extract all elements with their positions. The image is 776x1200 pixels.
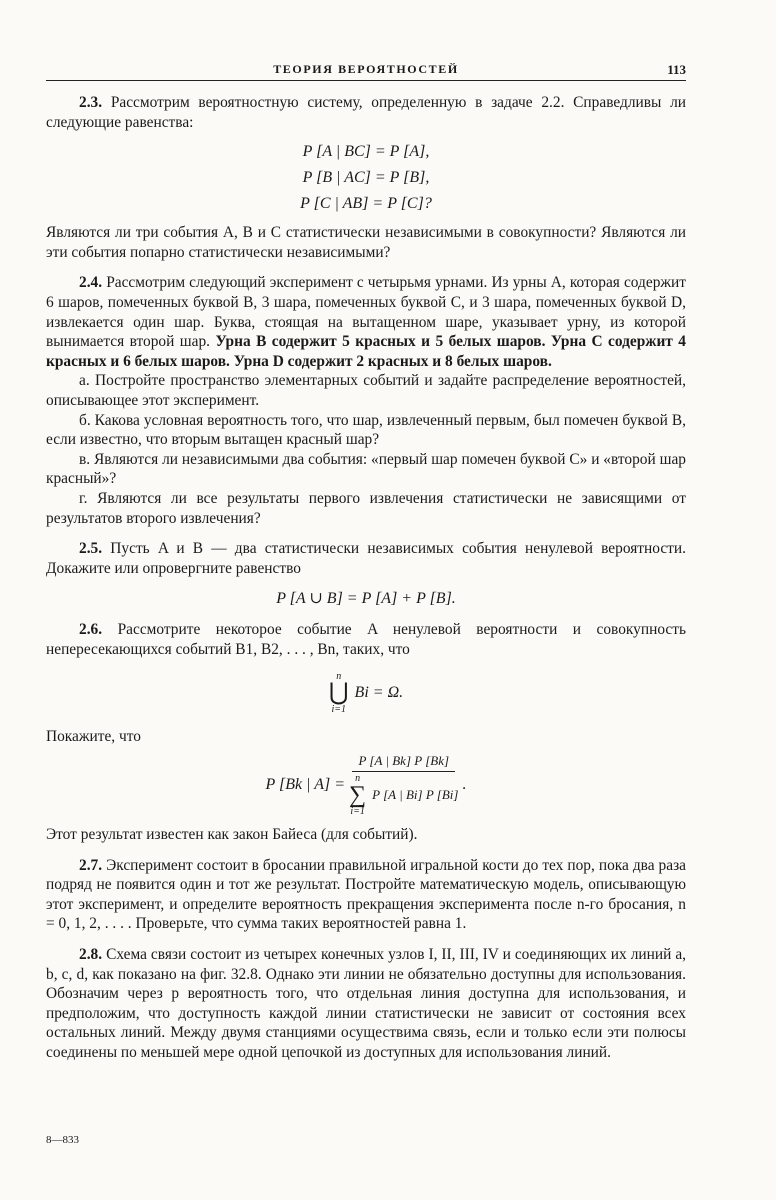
denominator-term: P [A | Bi] P [Bi] [372,787,459,803]
problem-text: Рассмотрите некоторое событие A ненулевой вероятности и совокупность непересекающихся событий B1, B2, . . . , Bn, таких, что [46,621,686,658]
problem-number: 2.6. [79,621,103,639]
bayes-fraction [349,753,458,817]
problem-2-7 [46,856,686,934]
show-that: Покажите, что [46,728,141,746]
problem-2-6 [46,620,686,659]
bayes-result: Этот результат известен как закон Байеса (для событий). [46,826,418,844]
problem-number: 2.7. [79,856,103,874]
union-equation [46,665,686,721]
problem-text: Пусть A и B — два статистически независимых события ненулевой вероятности. Докажите или опровергните равенство [46,540,686,577]
problem-2-5 [46,539,686,578]
problem-text: Схема связи состоит из четырех конечных узлов I, II, III, IV и соединяющих их линий a, b, c, d, как показано на фиг. 32.8. Однако эти линии не обязательно доступны для использования. Обозначим через p вероятность того, что отдельная линия доступна для использования, и предположим, что доступность каждой линии статистически не зависит от состояния всех остальных линий. Между двумя станциями осуществима связь, если и только если эти полюсы соединены по меньшей мере одной цепочкой из доступных для использования линий. [46,946,686,1061]
sum-operator [349,773,366,817]
running-head: ТЕОРИЯ ВЕРОЯТНОСТЕЙ [273,62,459,76]
equation: P [A ∪ B] = P [A] + P [B]. [276,590,456,608]
equation-block [46,139,686,217]
problem-text: Рассмотрим следующий эксперимент с четырьмя урнами. Из урны A, которая содержит 6 шаров, помеченных буквой B, 3 шара, помеченных буквой C, и 3 шара, помеченных буквой D, извлекается один шар. Буква, стоящая на вытащенном шаре, указывает урну, из которой вынимается второй шар. [46,274,686,351]
equation: P [C | AB] = P [C]? [300,195,432,213]
subproblem-b: б. Какова условная вероятность того, что шар, извлеченный первым, был помечен буквой B, если известно, что вторым вытащен красный шар? [46,411,686,449]
formula-end: . [462,776,467,794]
union-operator [329,671,349,715]
problem-number: 2.5. [79,540,103,558]
printer-signature: 8—833 [46,1134,79,1146]
problem-2-4 [46,273,686,371]
bayes-lhs: P [Bk | A] = [265,776,346,794]
problem-number: 2.8. [79,946,103,964]
fraction-numerator: P [A | Bk] P [Bk] [352,753,455,772]
equation: P [A | BC] = P [A], [302,143,430,161]
problem-2-3 [46,93,686,132]
sum-lower-limit: i=1 [350,806,365,818]
subproblem-a: а. Постройте пространство элементарных событий и задайте распределение вероятностей, описывающее этот эксперимент. [46,372,686,409]
subproblem-g: г. Являются ли все результаты первого извлечения статистически не зависящими от результатов второго извлечения? [46,489,686,527]
fraction-denominator [349,772,458,817]
bayes-formula [46,753,686,817]
problem-2-8 [46,945,686,1063]
sum-upper-limit: n [355,773,361,785]
page-number: 113 [667,62,686,77]
problem-text: Эксперимент состоит в бросании правильной игральной кости до тех пор, пока два раза подряд не появится один и тот же результат. Постройте математическую модель, описывающую этот эксперимент, и определите вероятность прекращения эксперимента после n-го бросания, n = 0, 1, 2, . . . . Проверьте, что сумма таких вероятностей равна 1. [46,856,686,933]
union-lower-limit: i=1 [331,704,346,716]
subproblem-v: в. Являются ли независимыми два события: «первый шар помечен буквой C» и «второй шар красный»? [46,450,686,488]
page [46,58,686,1063]
problem-text: Рассмотрим вероятностную систему, определенную в задаче 2.2. Справедливы ли следующие равенства: [46,94,686,131]
sum-symbol: ∑ [349,782,367,809]
problem-number: 2.3. [79,94,103,111]
union-symbol: ⋃ [328,680,349,707]
problem-number: 2.4. [79,274,103,292]
problem-text: Являются ли три события A, B и C статистически независимыми в совокупности? Являются ли эти события попарно статистически независимыми? [46,224,686,261]
union-rhs: Bi = Ω. [354,684,404,702]
equation: P [B | AC] = P [B], [302,169,430,187]
urn-contents-text: Урна B содержит 5 красных и 5 белых шаров. Урна C содержит 4 красных и 6 белых шаров. Урна D содержит 2 красных и 8 белых шаров. [46,333,687,370]
union-upper-limit: n [336,671,342,683]
page-header [46,58,686,81]
